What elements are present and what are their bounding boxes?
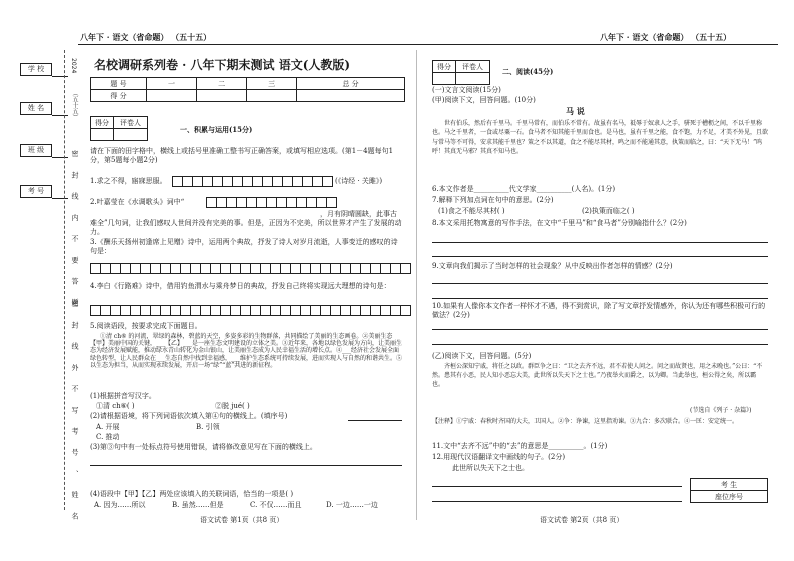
q5-sub4-opt-d: D. 一边……一边: [326, 501, 378, 509]
q3-text: 3.《酬乐天扬州初逢席上见赠》诗中，运用两个典故，抒发了诗人对岁月流逝，人事变迁的感叹的诗句是：: [90, 238, 398, 255]
grader-box-1: 得分 评卷人: [90, 116, 148, 141]
seal-line-text: 密 封 线 内 不 要 答 题: [71, 150, 79, 312]
q2-text-a: 2.叶嘉莹在《水调歌头》词中“: [90, 198, 185, 206]
q5-passage: ①清 ch⑥ 的河流，翠绿的森林，碧蓝的天空，多姿多彩的生物群落，共同描绘了美丽的生态画卷。②美丽生态【甲】美丽中国的关键，___【乙】___是一座生态文明建设的立体之美。③近年来，各地以绿色发展为方向，让美丽生态为经济发展赋能，推动绿水青山转化为金山银山，让美丽生态成为人民幸福生活的增长点。④___经济社会发展全面绿色转型，让人民群众在___生态自然中找到幸福感，___维护生态系统可持续发展，进而实现人与自然的和谐共生。⑤以生态为担当，从而实现永续发展，开启一场“绿”“蓝”共进的新征程。: [90, 333, 403, 369]
q11-text: 11.文中“去齐不远”中的“去”的意思是__________。(1分): [432, 442, 608, 450]
exam-number-label: 考 号: [20, 185, 52, 198]
header-rule: [78, 44, 778, 45]
q2-grid[interactable]: [206, 197, 337, 208]
q5-sub1: (1)根据拼音写汉字。: [90, 392, 156, 400]
name-label: 姓 名: [20, 102, 52, 115]
q8-answer-line-2[interactable]: [432, 256, 768, 257]
passage-ma-shuo: 世有伯乐，然后有千里马。千里马常有，而伯乐不常有。故虽有名马，祗辱于奴隶人之手，骈死于槽枥之间，不以千里称也。马之千里者，一食或尽粟一石。食马者不知其能千里而食也。是马也，虽有千里之能，食不饱，力不足，才美不外见，且欲与常马等不可得，安求其能千里也？策之不以其道，食之不能尽其材，鸣之而不能通其意，执策而临之，曰：“天下无马！”呜呼！其真无马邪？其真不知马也。: [432, 120, 769, 155]
q9-answer-line-1[interactable]: [432, 283, 768, 284]
q5-sub2-opt-b: B. 引领: [196, 423, 220, 431]
q5-sub4: (4)语段中【甲】【乙】两处应该填入的关联词语，恰当的一项是( ): [90, 490, 294, 498]
q1-source: (《诗经 · 关雎》): [335, 177, 383, 185]
footer-right: 语文试卷 第2页（共8 页）: [540, 516, 624, 524]
q9-text: 9.文章向我们揭示了当时怎样的社会现象？从中反映出作者怎样的情感？(2分): [432, 262, 673, 270]
q7-opt2[interactable]: (2)执策而临之( ): [582, 207, 635, 215]
class-label: 班 级: [20, 144, 52, 157]
grader-box-2: 得分 评卷人: [432, 60, 490, 85]
q5-sub3-answer[interactable]: [90, 465, 402, 466]
q5-sub3: (3)第③句中有一处标点符号使用错误，请将修改意见写在下面的横线上。: [90, 443, 317, 451]
exam-title: 名校调研系列卷 · 八年下期末测试 语文(人教版): [94, 58, 351, 72]
q7-text: 7.解释下列加点词在句中的意思。(2分): [432, 196, 554, 204]
q5-sub1-opt2[interactable]: ②脱 jué( ): [215, 402, 250, 410]
q5-sub1-opt1[interactable]: ①清 ch⑥( ): [96, 402, 135, 410]
q5-sub2-opt-c: C. 推动: [96, 433, 120, 441]
section1-intro: 请在下面的田字格中，横线上或括号里准确工整书写正确答案，或填写相应选项。(第1－4题每句1分，第5题每小题2分): [90, 147, 394, 164]
q8-text: 8.本文采用托物寓意的写作手法，在文中“千里马”和“食马者”分别喻指什么？(2分): [432, 219, 687, 227]
score-table: 题 号 一 二 三 总 分 得 分: [90, 77, 405, 102]
section2-heading: 二、阅读(45分): [502, 67, 554, 76]
q10-text: 10.如果有人像你本文作者一样怀才不遇，得不到赏识，除了写文章抒发情感外，你认为还有哪些积极可行的做法？(2分): [432, 302, 766, 319]
passage2-note: 【注释】①宁戚：春秋时齐国的大夫，卫国人。②争：诤谏，这里指劝谏。③九合：多次联合。④一匡：安定统一。: [432, 418, 739, 425]
q4-grid[interactable]: [90, 305, 411, 316]
page-divider: [416, 50, 417, 520]
passage2-source: (节选自《列子 · 杂篇》): [690, 407, 752, 414]
q1-text: 1.求之不得，寤寐思服。: [90, 177, 167, 185]
q5-text: 5.阅读语段，按要求完成下面题目。: [90, 322, 202, 330]
q2-text-b: ，月有阴晴圆缺，此事古难全”几句词，让我们感叹人世间并没有完美的事。但是，正因为不完美，所以世界才产生了发展的动力。: [90, 210, 402, 236]
q10-answer-line-1[interactable]: [432, 329, 768, 330]
q10-answer-line-2[interactable]: [432, 344, 768, 345]
school-label: 学 校: [20, 63, 52, 76]
q7-opt1[interactable]: (1)食之不能尽其材( ): [438, 207, 505, 215]
q6-text: 6.本文作者是__________代文学家__________(人名)。(1分): [432, 185, 616, 193]
q12-sentence: 此世所以失天下之士也。: [452, 464, 529, 472]
page-header-left: 八年下 · 语文（省命题） （五十五）: [80, 32, 212, 42]
q12-text: 12.用现代汉语翻译文中画线的句子。(2分): [432, 453, 566, 461]
q3-grid[interactable]: [90, 263, 411, 274]
passage-qi-huan-gong: 齐桓公深知宁戚，将任之以政。群臣争之曰：“卫之去齐不远，君不若使人问之。问之而故贤也，用之未晚也。”公曰：“不然。患其有小恶，民人知小恶忘大美，此世所以失天下之士也。”乃夜举火而爵之，以为卿。当此举也，桓公得之矣，所以霸也。: [432, 363, 763, 388]
page-header-right: 八年下 · 语文（省命题） （五十五）: [600, 32, 732, 42]
q5-sub4-opt-b: B. 虽然……但是: [172, 501, 224, 509]
q5-sub2-opt-a: A. 开展: [96, 423, 120, 431]
q8-answer-line-1[interactable]: [432, 242, 768, 243]
seal-line: [64, 50, 65, 510]
part1a-heading: (甲)阅读下文，回答问题。(10分): [432, 96, 536, 104]
q12-answer-line-1[interactable]: [432, 486, 682, 487]
q5-sub4-opt-a: A. 因为……所以: [94, 501, 146, 509]
q9-answer-line-2[interactable]: [432, 298, 768, 299]
year-mark: 2024: [70, 58, 77, 74]
q5-sub4-opt-c: C. 不仅……而且: [250, 501, 302, 509]
q1-grid[interactable]: [172, 176, 333, 187]
series-mark: （五十五）: [71, 90, 78, 120]
q12-answer-line-2[interactable]: [432, 501, 682, 502]
seat-number-box: 考 生 座位序号: [690, 478, 768, 503]
poem-title: 马 说: [566, 106, 585, 116]
q4-text: 4.李白《行路难》诗中，借用钓鱼渭水与乘舟梦日的典故，抒发自己终将实现远大理想的诗句是：: [90, 282, 391, 290]
q5-sub2: (2)请根据语境，将下列词语依次填入第④句的横线上。(填序号): [90, 412, 288, 420]
q5-sub2-answer[interactable]: [348, 420, 402, 421]
section1-heading: 一、积累与运用(15分): [180, 125, 253, 134]
part2-heading: (乙)阅读下文，回答问题。(5分): [432, 352, 532, 360]
footer-left: 语文试卷 第1页（共8 页）: [200, 516, 284, 524]
part1-heading: (一)文言文阅读(15分): [432, 86, 501, 94]
seal-line-text-outer: 密 封 线 外 不 写 考 号 、 姓 名: [71, 300, 79, 526]
